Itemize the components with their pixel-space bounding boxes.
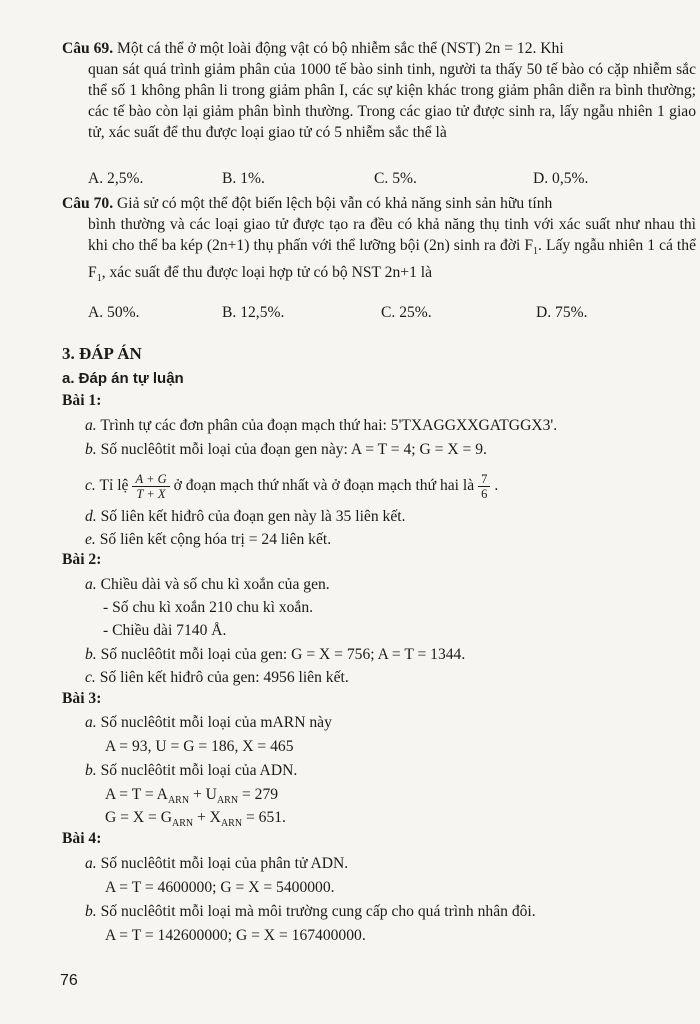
bai-1-e: e. Số liên kết cộng hóa trị = 24 liên kết.: [85, 531, 332, 548]
option-c: C. 5%.: [374, 170, 417, 187]
page-number: 76: [60, 972, 78, 989]
bai-3-b-eq2: $G = X = G_{ARN} + X_{ARN} = 651$.: [105, 809, 286, 830]
bai-4-a: a. Số nuclêôtit mỗi loại của phân tử ADN.: [85, 855, 349, 872]
bai-1-title: Bài 1:: [62, 392, 102, 409]
question-text-first: Một cá thể ở một loài động vật có bộ nhiễm sắc thể (NST) 2n = 12. Khi: [117, 40, 564, 57]
bai-4-b-value: A = T = 142600000; G = X = 167400000.: [105, 927, 366, 944]
bai-3-b-eq1: $A = T = A_{ARN} + U_{ARN} = 279$: [105, 786, 279, 807]
bai-3-a-value: A = 93, U = G = 186, X = 465: [105, 738, 294, 755]
option-a: A. 2,5%.: [88, 170, 144, 187]
bai-2-a: a. Chiều dài và số chu kì xoắn của gen.: [85, 576, 330, 593]
question-text-rest: quan sát quá trình giảm phân của 1000 tế bào sinh tinh, người ta thấy 50 tế bào có cặp nhiễm sắc thể số 1 không phân li trong giảm phân I, các sự kiện khác trong giảm phân diễn ra bình thường; các tế bào còn lại giảm phân bình thường. Trong các giao tử được sinh ra, lấy ngẫu nhiên 1 giao tử, xác suất để thu được loại giao tử có 5 nhiễm sắc thể là: [88, 61, 696, 141]
question-70: [62, 193, 696, 289]
bai-2-a-sub2: - Chiều dài 7140 Å.: [103, 622, 227, 639]
question-text-first: Giả sử có một thể đột biến lệch bội vẫn có khả năng sinh sản hữu tính: [117, 195, 553, 212]
option-a: A. 50%.: [88, 304, 140, 321]
option-b: B. 12,5%.: [222, 304, 285, 321]
question-text-rest: bình thường và các loại giao tử được tạo ra đều có khả năng thụ tinh với xác suất như nhau thì khi cho thể ba kép (2n+1) thụ phấn với thể lưỡng bội (2n) sinh ra đời $F_1$. Lấy ngẫu nhiên 1 cá thể $F_1$, xác suất để thu được loại hợp tử có bộ NST 2n+1 là: [88, 216, 696, 285]
option-c: C. 25%.: [381, 304, 432, 321]
subsection-title: a. Đáp án tự luận: [62, 370, 184, 387]
section-title: 3. ĐÁP ÁN: [62, 344, 142, 363]
ratio-value-fraction: $\frac{7}{6}$: [478, 472, 490, 501]
bai-4-title: Bài 4:: [62, 830, 102, 847]
bai-2-a-sub1: - Số chu kì xoắn 210 chu kì xoắn.: [103, 599, 314, 616]
question-69: [62, 38, 696, 143]
question-69-options: [88, 169, 688, 189]
bai-3-b: b. Số nuclêôtit mỗi loại của ADN.: [85, 762, 298, 779]
bai-4-a-value: A = T = 4600000; G = X = 5400000.: [105, 879, 335, 896]
bai-1-c: c. Tỉ lệ $\frac{A + G}{T + X}$ ở đoạn mạch thứ nhất và ở đoạn mạch thứ hai là $\frac{7}{6}$ .: [85, 472, 499, 501]
ratio-fraction: $\frac{A + G}{T + X}$: [132, 472, 169, 501]
question-label: Câu 70.: [62, 195, 114, 212]
bai-1-a: a. Trình tự các đơn phân của đoạn mạch thứ hai: 5'TXAGGXXGATGGX3'.: [85, 417, 558, 434]
bai-2-title: Bài 2:: [62, 551, 102, 568]
option-d: D. 0,5%.: [533, 170, 589, 187]
bai-4-b: b. Số nuclêôtit mỗi loại mà môi trường cung cấp cho quá trình nhân đôi.: [85, 903, 536, 920]
option-d: D. 75%.: [536, 304, 588, 321]
bai-2-c: c. Số liên kết hiđrô của gen: 4956 liên kết.: [85, 669, 349, 686]
bai-2-b: b. Số nuclêôtit mỗi loại của gen: G = X = 756; A = T = 1344.: [85, 646, 466, 663]
bai-3-title: Bài 3:: [62, 690, 102, 707]
question-label: Câu 69.: [62, 40, 114, 57]
bai-1-d: d. Số liên kết hiđrô của đoạn gen này là 35 liên kết.: [85, 508, 406, 525]
bai-1-b: b. Số nuclêôtit mỗi loại của đoạn gen này: A = T = 4; G = X = 9.: [85, 441, 487, 458]
bai-3-a: a. Số nuclêôtit mỗi loại của mARN này: [85, 714, 332, 731]
question-70-options: [88, 303, 688, 323]
option-b: B. 1%.: [222, 170, 265, 187]
